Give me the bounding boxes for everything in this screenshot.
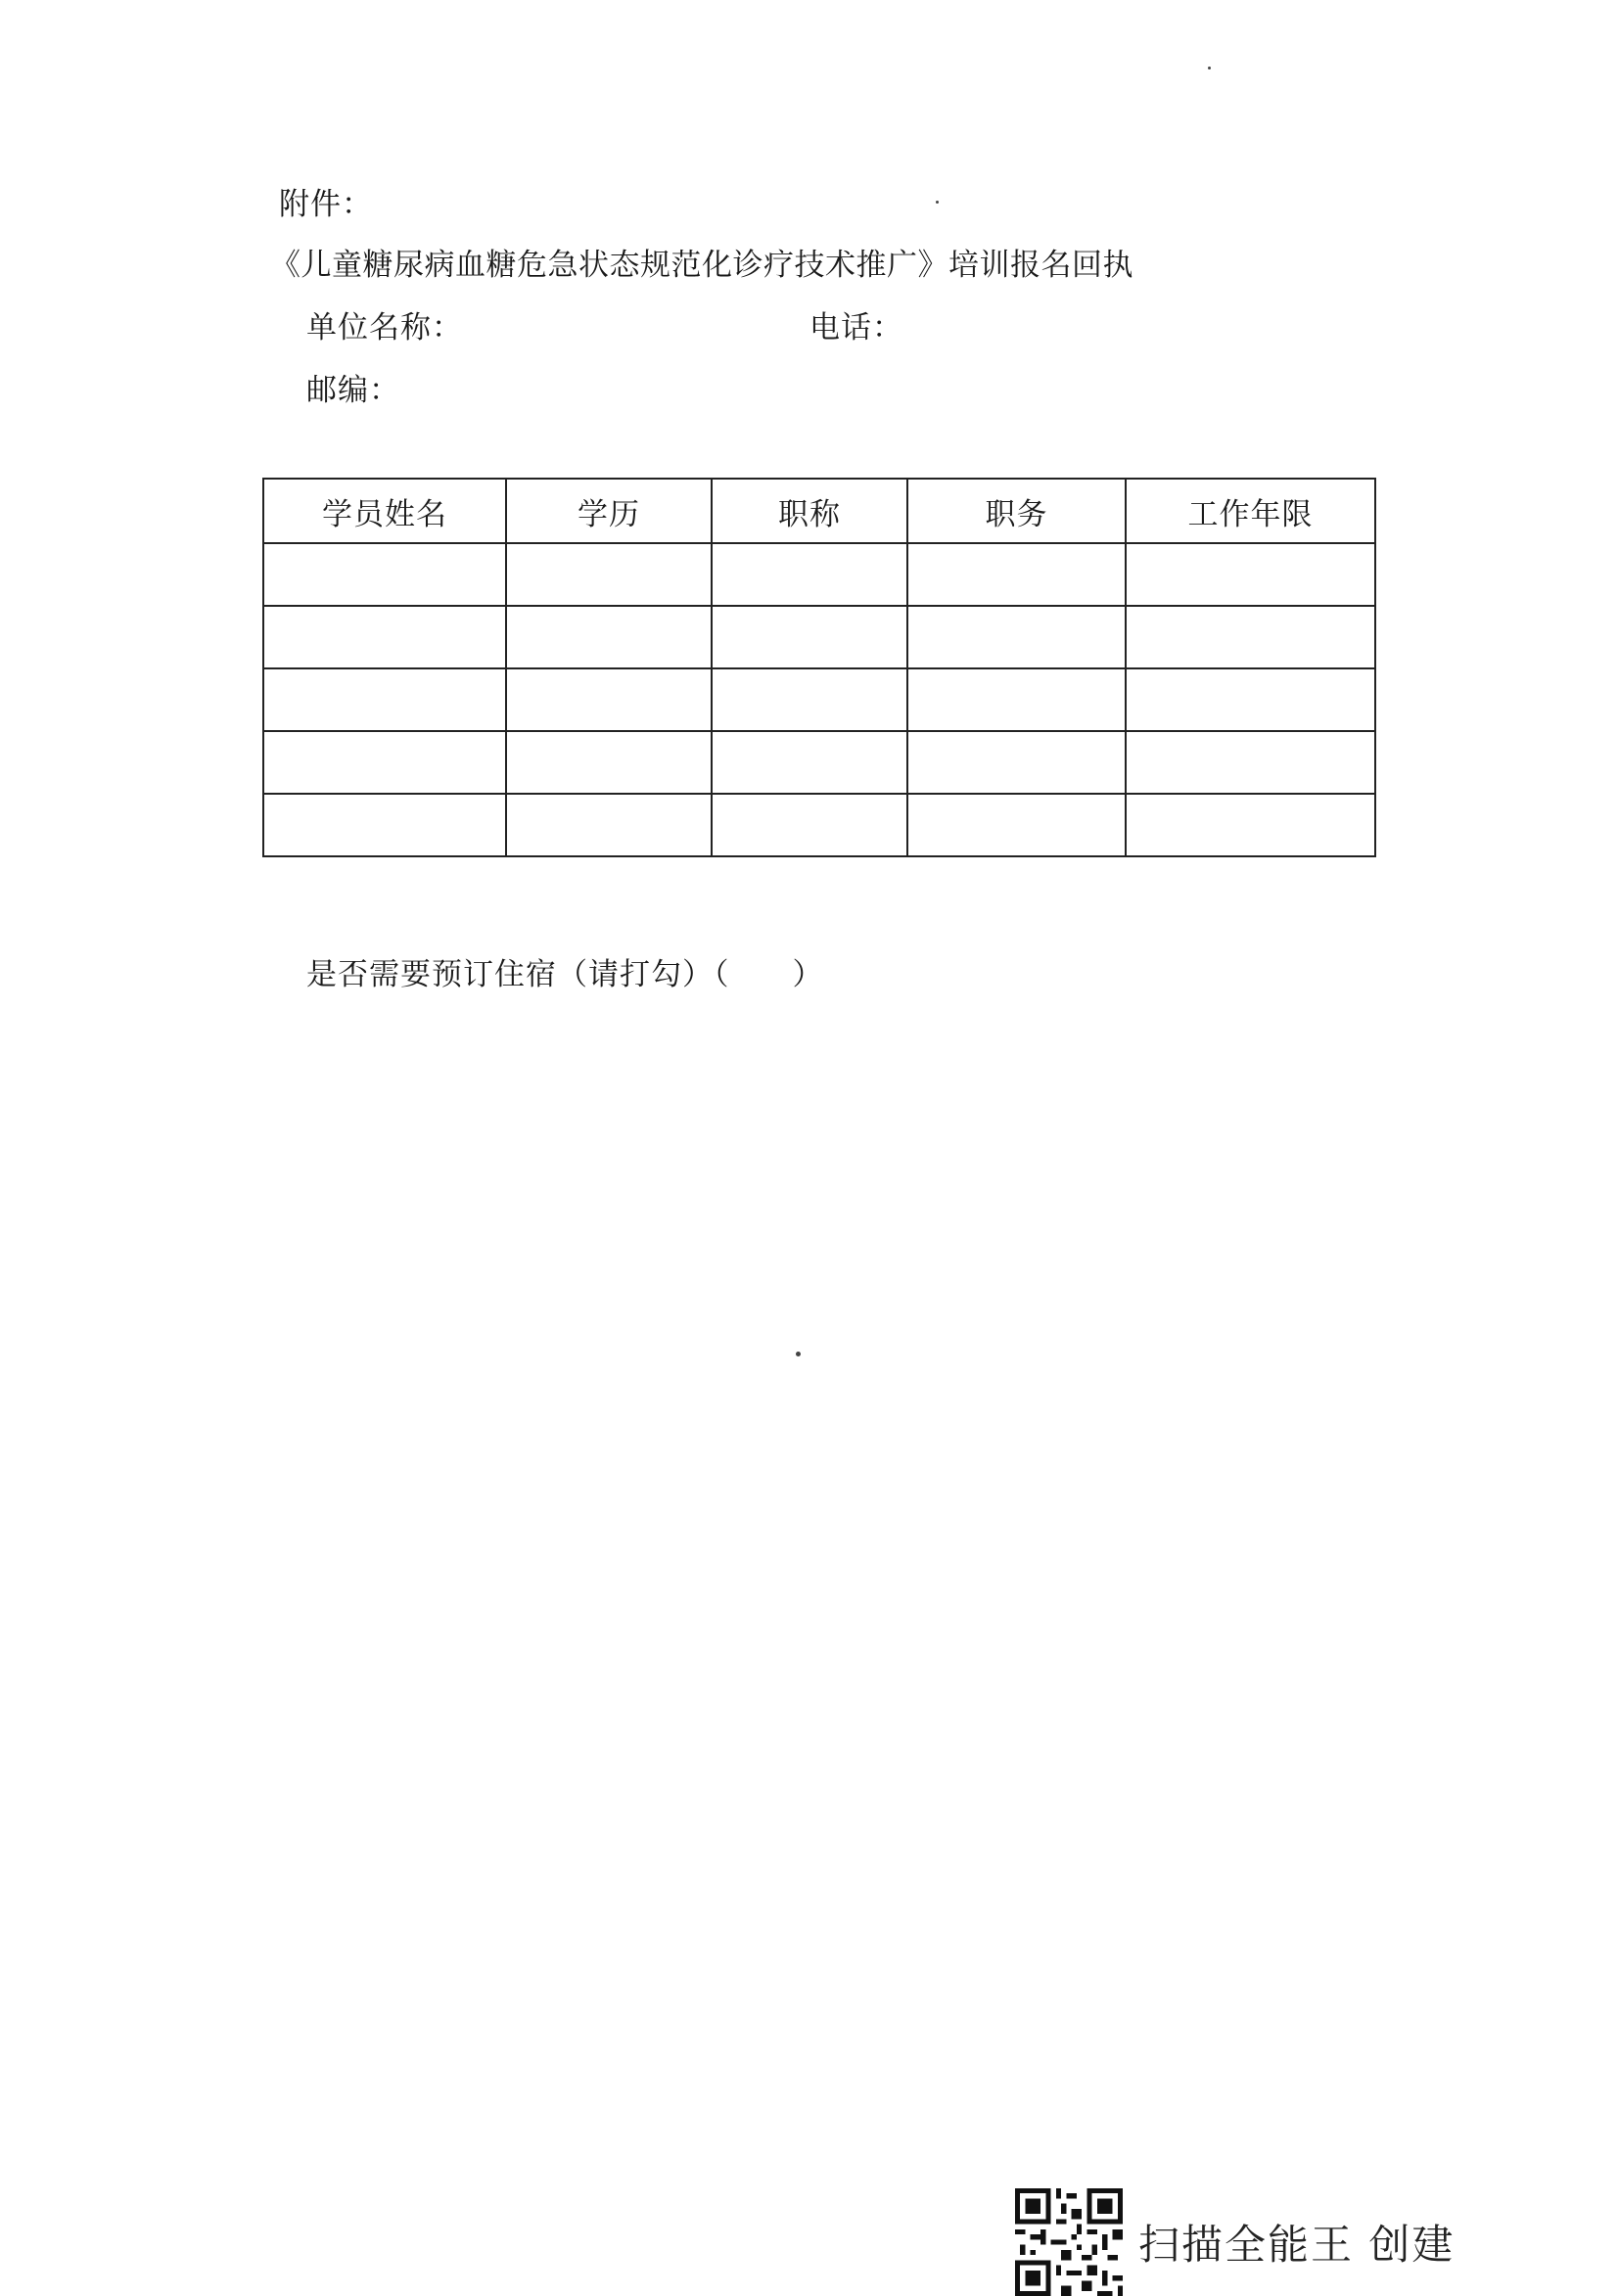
table-cell[interactable] — [263, 543, 506, 606]
header-years-of-work: 工作年限 — [1126, 479, 1375, 543]
scan-speck — [936, 201, 939, 204]
trainee-table — [262, 478, 1376, 857]
table-cell[interactable] — [907, 668, 1126, 731]
watermark-text: 扫描全能王 创建 — [1138, 2221, 1456, 2269]
table-header-row — [263, 479, 1375, 543]
attachment-label: 附件： — [279, 187, 373, 222]
scanner-watermark — [1015, 2188, 1455, 2296]
table-row — [263, 606, 1375, 668]
table-cell[interactable] — [263, 606, 506, 668]
table-cell[interactable] — [506, 543, 712, 606]
table-row — [263, 794, 1375, 856]
table-cell[interactable] — [1126, 794, 1375, 856]
header-trainee-name: 学员姓名 — [263, 479, 506, 543]
table-cell[interactable] — [506, 731, 712, 794]
scan-speck — [1208, 67, 1211, 69]
table-row — [263, 668, 1375, 731]
qr-code-icon — [1015, 2188, 1123, 2296]
table-row — [263, 731, 1375, 794]
table-cell[interactable] — [907, 543, 1126, 606]
table-cell[interactable] — [1126, 543, 1375, 606]
table-cell[interactable] — [712, 731, 907, 794]
phone-label: 电话： — [809, 310, 903, 345]
unit-name-label: 单位名称： — [306, 310, 463, 345]
header-education: 学历 — [506, 479, 712, 543]
form-title: 《儿童糖尿病血糖危急状态规范化诊疗技术推广》培训报名回执 — [270, 248, 1133, 283]
header-position: 职务 — [907, 479, 1126, 543]
table-cell[interactable] — [1126, 668, 1375, 731]
table-cell[interactable] — [907, 731, 1126, 794]
postal-code-label: 邮编： — [306, 373, 400, 408]
lodging-question: 是否需要预订住宿（请打勾）（ ） — [306, 957, 824, 992]
table-cell[interactable] — [907, 794, 1126, 856]
table-cell[interactable] — [506, 606, 712, 668]
table-cell[interactable] — [263, 794, 506, 856]
scan-speck — [796, 1352, 801, 1356]
table-cell[interactable] — [1126, 606, 1375, 668]
table-cell[interactable] — [263, 731, 506, 794]
table-cell[interactable] — [712, 606, 907, 668]
table-cell[interactable] — [712, 543, 907, 606]
header-professional-title: 职称 — [712, 479, 907, 543]
table-cell[interactable] — [1126, 731, 1375, 794]
table-cell[interactable] — [907, 606, 1126, 668]
table-cell[interactable] — [712, 794, 907, 856]
table-cell[interactable] — [506, 794, 712, 856]
table-cell[interactable] — [263, 668, 506, 731]
table-cell[interactable] — [506, 668, 712, 731]
table-cell[interactable] — [712, 668, 907, 731]
table-row — [263, 543, 1375, 606]
